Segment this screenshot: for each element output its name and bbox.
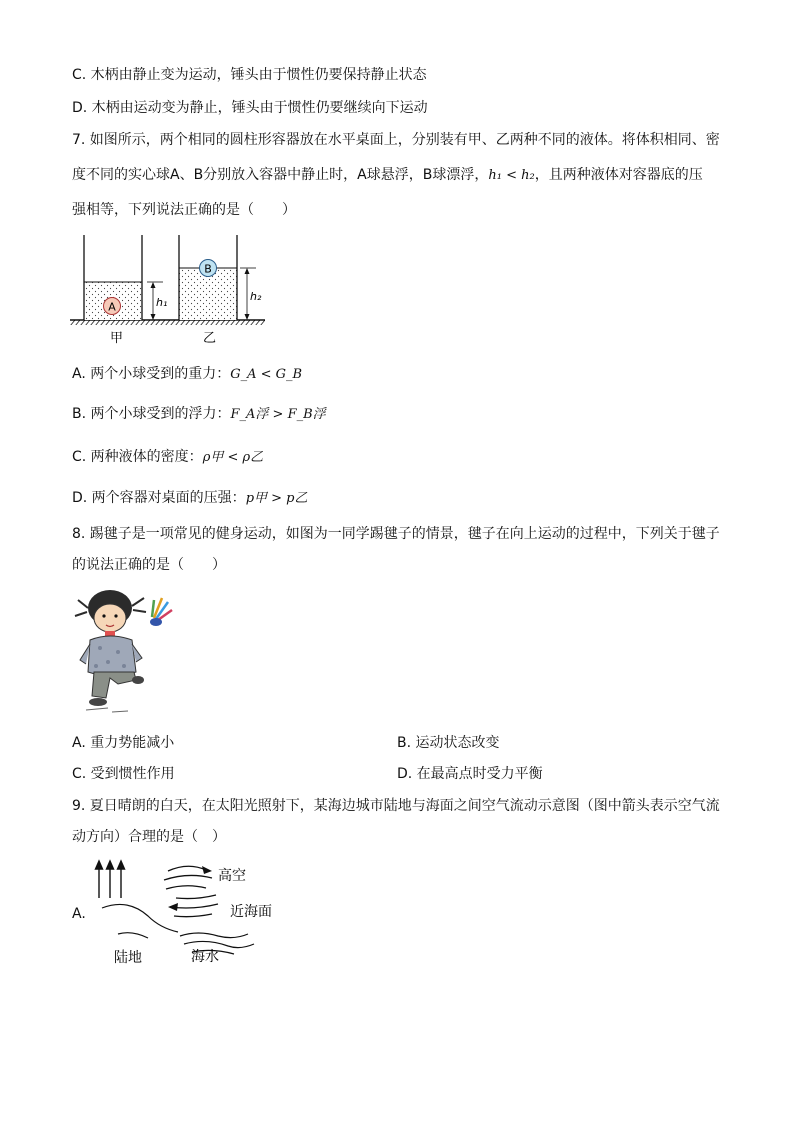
q7-option-a-math: G_A < G_B <box>230 367 303 382</box>
label-sea-water: 海水 <box>191 949 219 965</box>
q7-stem-line3: 强相等，下列说法正确的是（ ） <box>72 202 296 218</box>
q7-option-c: C. 两种液体的密度：ρ甲 < ρ乙 <box>72 449 264 465</box>
q7-stem-line2a: 度不同的实心球A、B分别放入容器中静止时，A球悬浮，B球漂浮， <box>72 167 489 183</box>
q9-option-a-label: A. <box>72 906 86 922</box>
q7-option-d-math: p甲 > p乙 <box>245 491 308 506</box>
label-near-sea: 近海面 <box>230 904 272 920</box>
q7-option-b-math: F_A浮 > F_B浮 <box>230 407 326 422</box>
child-pants <box>92 672 136 698</box>
q7-stem-math: h₁ < h₂ <box>488 168 535 183</box>
label-jia: 甲 <box>110 331 124 346</box>
q7-option-a: A. 两个小球受到的重力：G_A < G_B <box>72 366 303 382</box>
q8-option-d: D. 在最高点时受力平衡 <box>397 766 543 782</box>
h1-label: h₁ <box>156 296 168 309</box>
q8-stem-line1: 8. 踢毽子是一项常见的健身运动，如图为一同学踢毽子的情景，毽子在向上运动的过程中，下列关于毽子 <box>72 526 720 542</box>
q6-option-c: C. 木柄由静止变为运动，锤头由于惯性仍要保持静止状态 <box>72 67 427 83</box>
q8-option-a: A. 重力势能减小 <box>72 735 175 751</box>
q7-figure <box>70 230 270 348</box>
q7-option-c-math: ρ甲 < ρ乙 <box>202 450 264 465</box>
q8-stem-line2: 的说法正确的是（ ） <box>72 557 226 573</box>
table-surface <box>70 320 265 325</box>
label-high-air: 高空 <box>218 868 246 884</box>
ball-a-label: A <box>108 300 116 314</box>
label-land: 陆地 <box>114 950 142 966</box>
q6-option-d: D. 木柄由运动变为静止，锤头由于惯性仍要继续向下运动 <box>72 100 428 116</box>
child-shirt <box>88 636 136 676</box>
q7-option-b: B. 两个小球受到的浮力：F_A浮 > F_B浮 <box>72 406 326 422</box>
q7-stem-line1: 7. 如图所示，两个相同的圆柱形容器放在水平桌面上，分别装有甲、乙两种不同的液体。将体积相同、密 <box>72 132 720 148</box>
upward-arrows <box>96 861 125 898</box>
h2-label: h₂ <box>250 290 262 303</box>
q9-option-a-figure <box>88 858 288 970</box>
q8-shuttlecock-illustration <box>72 588 177 716</box>
shuttlecock-icon <box>150 598 172 626</box>
q7-option-d: D. 两个容器对桌面的压强：p甲 > p乙 <box>72 490 308 506</box>
q9-stem-line1: 9. 夏日晴朗的白天，在太阳光照射下，某海边城市陆地与海面之间空气流动示意图（图中箭头表示空气流 <box>72 798 720 814</box>
child-face <box>94 604 126 632</box>
q8-option-c: C. 受到惯性作用 <box>72 766 175 782</box>
ball-b-label: B <box>204 262 212 276</box>
q7-stem-line2b: ，且两种液体对容器底的压 <box>534 167 703 183</box>
q9-stem-line2: 动方向）合理的是（ ） <box>72 829 226 845</box>
label-yi: 乙 <box>203 331 217 346</box>
q7-stem-line2 <box>72 165 703 186</box>
q8-option-b: B. 运动状态改变 <box>397 735 500 751</box>
